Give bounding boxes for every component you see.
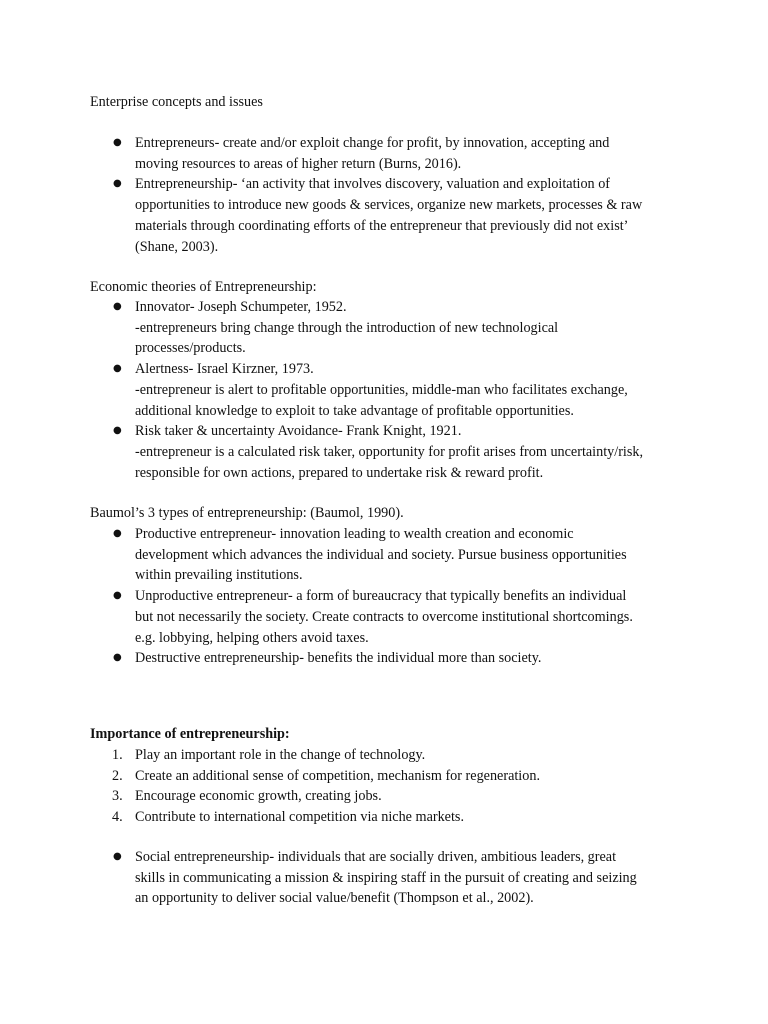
list-item-line: an opportunity to deliver social value/benefit (Thompson et al., 2002). (135, 890, 534, 907)
bullet-icon: ● (113, 652, 122, 664)
section-heading-baumol: Baumol’s 3 types of entrepreneurship: (Baumol, 1990). (90, 505, 404, 521)
importance-item (0, 766, 695, 787)
list-item-line: opportunities to introduce new goods & services, organize new markets, processes & raw (135, 197, 643, 214)
list-number: 4. (112, 809, 123, 826)
bullet-icon: ● (113, 425, 122, 437)
list-item-line: Encourage economic growth, creating jobs. (135, 788, 382, 805)
definitions-list (0, 133, 768, 257)
list-item-line: Play an important role in the change of technology. (135, 747, 426, 763)
list-item-line: Risk taker & uncertainty Avoidance- Frank Knight, 1921. (135, 423, 462, 440)
list-item-line: (Shane, 2003). (135, 238, 219, 255)
list-item-line: Contribute to international competition via niche markets. (135, 809, 464, 826)
list-item-line: materials through coordinating efforts of the entrepreneur that previously did not exist’ (135, 217, 629, 234)
list-item-line: Create an additional sense of competition, mechanism for regeneration. (135, 767, 540, 784)
bullet-icon: ● (113, 528, 122, 539)
bullet-icon: ● (113, 851, 122, 862)
list-item-line: moving resources to areas of higher return (Burns, 2016). (135, 155, 462, 172)
list-item-line: within prevailing institutions. (135, 567, 303, 584)
importance-list (0, 745, 768, 828)
list-number: 1. (112, 747, 123, 763)
bullet-icon: ● (113, 590, 122, 602)
bullet-icon: ● (113, 363, 122, 375)
theory-innovator (0, 297, 695, 359)
theory-alertness (0, 359, 695, 421)
list-item-line: Productive entrepreneur- innovation leading to wealth creation and economic (135, 526, 574, 542)
importance-item (0, 807, 695, 828)
bullet-icon: ● (113, 178, 122, 190)
list-item-line: additional knowledge to exploit to take advantage of profitable opportunities. (135, 402, 574, 419)
type-productive (0, 524, 695, 586)
theory-risk-taker (0, 421, 695, 483)
list-item-line: Entrepreneurship- ‘an activity that involves discovery, valuation and exploitation of (135, 176, 611, 193)
list-item-line: responsible for own actions, prepared to undertake risk & reward profit. (135, 464, 544, 481)
economic-theories-list (0, 297, 768, 483)
social-entrepreneurship-list (0, 847, 768, 909)
social-entrepreneurship-item (0, 847, 695, 909)
list-item-line: -entrepreneurs bring change through the introduction of new technological (135, 319, 559, 336)
type-destructive (0, 648, 695, 669)
list-item-line: Unproductive entrepreneur- a form of bureaucracy that typically benefits an individual (135, 588, 627, 605)
list-item-line: processes/products. (135, 340, 246, 357)
list-item-line: skills in communicating a mission & inspiring staff in the pursuit of creating and seizing (135, 869, 637, 886)
definition-entrepreneurship (0, 174, 695, 257)
document-title: Enterprise concepts and issues (90, 94, 263, 110)
type-unproductive (0, 586, 695, 648)
importance-item (0, 745, 695, 766)
list-number: 3. (112, 788, 123, 805)
list-item-line: Social entrepreneurship- individuals that are socially driven, ambitious leaders, great (135, 849, 617, 865)
list-item-line: Innovator- Joseph Schumpeter, 1952. (135, 299, 347, 315)
bullet-icon: ● (113, 137, 122, 148)
list-item-line: development which advances the individual and society. Pursue business opportunities (135, 546, 627, 563)
baumol-types-list (0, 524, 768, 669)
bullet-icon: ● (113, 301, 122, 312)
list-item-line: Entrepreneurs- create and/or exploit change for profit, by innovation, accepting and (135, 135, 610, 151)
section-heading-economic-theories: Economic theories of Entrepreneurship: (90, 279, 317, 295)
list-item-line: but not necessarily the society. Create contracts to overcome institutional shortcomings. (135, 608, 633, 625)
list-item-line: e.g. lobbying, helping others avoid taxes. (135, 629, 369, 646)
list-item-line: Destructive entrepreneurship- benefits the individual more than society. (135, 650, 542, 667)
list-item-line: -entrepreneur is a calculated risk taker, opportunity for profit arises from uncertainty/risk, (135, 443, 644, 460)
section-heading-importance: Importance of entrepreneurship: (90, 726, 290, 742)
importance-item (0, 786, 695, 807)
list-item-line: Alertness- Israel Kirzner, 1973. (135, 361, 314, 378)
definition-entrepreneurs (0, 133, 695, 174)
list-number: 2. (112, 767, 123, 784)
list-item-line: -entrepreneur is alert to profitable opportunities, middle-man who facilitates exchange, (135, 381, 628, 398)
